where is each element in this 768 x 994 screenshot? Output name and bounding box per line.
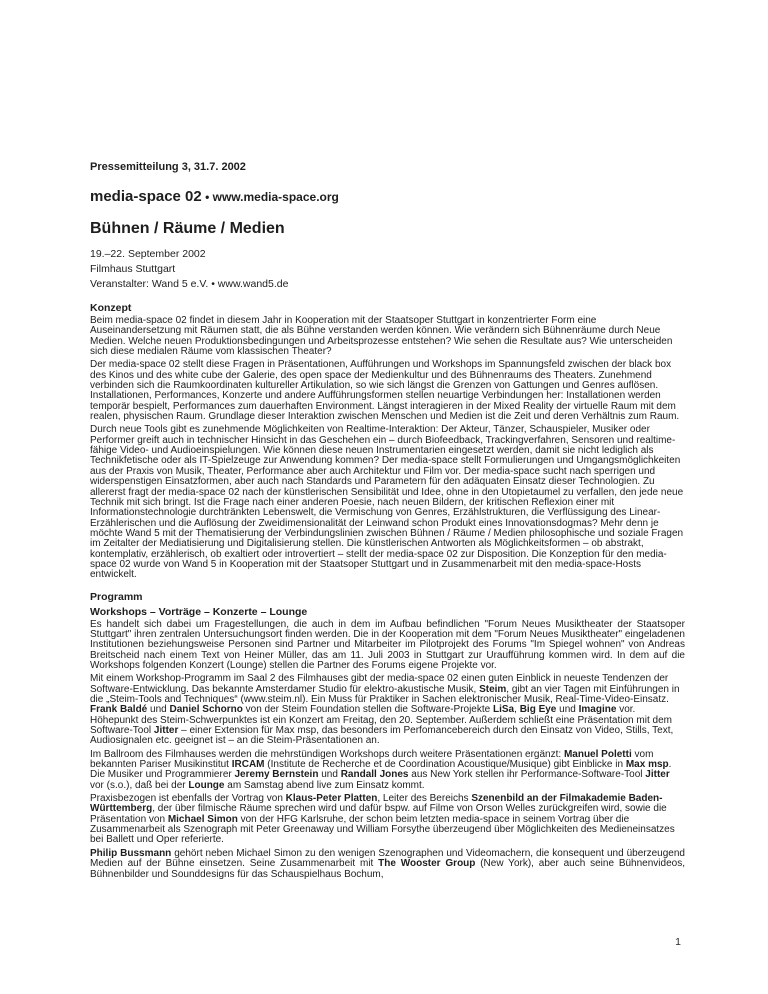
- programm-paragraph-2: Mit einem Workshop-Programm im Saal 2 des Filmhauses gibt der media-space 02 einen guten Einblick in neueste Tendenzen der Software-Entwicklung. Das bekannte Amsterdamer Studio für elektro-akustische Musik, Steim, gibt an vier Tagen mit Einführungen in die „Steim-Tools and Techniques“ (www.steim.nl). Ein Muss für Praktiker in Sachen elektronischer Musik, Real-Time-Video-Einsatz. Frank Baldé und Daniel Schorno von der Steim Foundation stellen die Software-Projekte LiSa, Big Eye und Imagine vor. Höhepunkt des Steim-Schwerpunktes ist ein Konzert am Freitag, den 20. September. Außerdem schließt eine Präsentation mit dem Software-Tool Jitter – einer Extension für Max msp, das besonders im Perfomancebereich durch den Einsatz von Video, Stills, Text, Audiosignalen etc. geeignet ist – an die Steim-Präsentationen an.: [90, 673, 680, 747]
- title-text: media-space 02: [90, 188, 202, 205]
- konzept-paragraph-3: Durch neue Tools gibt es zunehmende Möglichkeiten von Realtime-Interaktion: Der Akteur, Tänzer, Schauspieler, Musiker oder Performer greift auch in technischer Hinsicht in das Geschehen ein – durch Biofeedback, Trackingverfahren, Sensoren und realtime-fähige Video- und Audioeinspielungen. Wie können diese neuen Instrumentarien eingesetzt werden, damit sie nicht lediglich als Technikfetische oder als IT-Spielzeuge zur Anwendung kommen? Der media-space stellt Formulierungen und Umgangsmöglichkeiten aus der Praxis von Musik, Theater, Performance aber auch Architektur und Film vor. Der media-space sucht nach sperrigen und widerspenstigen Einsatzformen, aber auch nach Standards und Parametern für den adäquaten Einsatz dieser Technologien. Zu allererst fragt der media-space 02 nach der künstlerischen Sensibilität und Idee, ohne in den Utopietaumel zu verfallen, den jede neue Technik mit sich bringt. Ist die Frage nach einer anderen Poesie, nach neuen Bildern, der kritischen Reflexion einer mit Informationstechnologie durchtränkten Lebenswelt, die Vermischung von Genres, Erzählstrukturen, die Verflüssigung des Linear-Erzählerischen und die Auflösung der Zweidimensionalität der Leinwand schon Produkt eines Innovationsdogmas? Mehr denn je möchte Wand 5 mit der Thematisierung der Verbindungslinien zwischen Bühnen / Räume / Medien philosophische und soziale Fragen im Zeitalter der Mediatisierung und Digitalisierung stellen. Die künstlerischen Antworten als Möglichkeitsformen – ob abstrakt, kontemplativ, erzählerisch, ob exaltiert oder introvertiert – stellt der media-space 02 zur Disposition. Die Konzeption für den media-space 02 wurde von Wand 5 in Kooperation mit der Staatsoper Stuttgart und in Zusammenarbeit mit den media-space-Hosts entwickelt.: [90, 424, 684, 581]
- title-url: • www.media-space.org: [201, 190, 339, 204]
- event-venue: Filmhaus Stuttgart: [90, 263, 176, 275]
- konzept-paragraph-1: Beim media-space 02 findet in diesem Jahr in Kooperation mit der Staatsoper Stuttgart in konzentrierter Form eine Auseinandersetzung mit Räumen statt, die als Bühne verstanden werden können. Wie verändern sich Bühnenräume durch Neue Medien. Welche neuen Produktionsbedingungen und Arbeitsprozesse entstehen? Wie sehen die Resultate aus? Wie unterscheiden sich diese medialen Räume vom klassischen Theater?: [90, 315, 673, 358]
- document-title: [90, 188, 685, 206]
- section-heading-programm: Programm: [90, 590, 143, 603]
- programm-paragraph-4: Praxisbezogen ist ebenfalls der Vortrag von Klaus-Peter Platten, Leiter des Bereichs Szenenbild an der Filmakademie Baden-Württemberg, der über filmische Räume sprechen wird und dafür bspw. auf Filme von Orson Welles zurückgreifen wird, sowie die Präsentation von Michael Simon von der HFG Karlsruhe, der schon beim letzten media-space in seinem Vortrag über die Zusammenarbeit als Szenograph mit Peter Greenaway und William Forsythe überzeugend über Möglichkeiten des Medieneinsatzes bei Ballett und Oper referierte.: [90, 793, 675, 846]
- konzept-paragraph-2: Der media-space 02 stellt diese Fragen in Präsentationen, Aufführungen und Workshops im Spannungsfeld zwischen der black box des Kinos und des white cube der Galerie, des open space der Medienkultur und des Bühnenraums des Theaters. Zunehmend verbinden sich die Raumkoordinaten kultureller Artikulation, so wie sich längst die Grenzen von Gattungen und Genres auflösen. Installationen, Performances, Konzerte und andere Aufführungsformen stellen neuartige Verbindungen her: Installationen werden temporär bespielt, Performances zum dauerhaften Environment. Längst interagieren in der Mixed Reality der virtuelle Raum mit dem realen, physischen Raum. Grundlage dieser Interaktion zwischen Menschen und Medien ist die Zeit und deren Verhältnis zum Raum.: [90, 359, 680, 423]
- programm-paragraph-3: Im Ballroom des Filmhauses werden die mehrstündigen Workshops durch weitere Präsentationen ergänzt: Manuel Poletti vom bekannten Pariser Musikinstitut IRCAM (Institute de Recherche et de Coordination Acoustique/Musique) gibt Einblicke in Max msp. Die Musiker und Programmierer Jeremy Bernstein und Randall Jones aus New York stellen ihr Performance-Software-Tool Jitter vor (s.o.), daß bei der Lounge am Samstag abend live zum Einsatz kommt.: [90, 748, 672, 791]
- section-konzept: [90, 302, 685, 581]
- programm-subheading: Workshops – Vorträge – Konzerte – Lounge: [90, 605, 308, 618]
- page-number: 1: [675, 936, 681, 948]
- programm-paragraph-5: Philip Bussmann gehört neben Michael Simon zu den wenigen Szenographen und Videomachern, die konsequent und überzeugend Medien auf der Bühne einsetzen. Seine Zusammenarbeit mit The Wooster Group (New York), aber auch seine Bühnenvideos, Bühnenbilder und Sounddesigns für das Schauspielhaus Bochum,: [90, 847, 685, 880]
- programm-paragraph-1: Es handelt sich dabei um Fragestellungen, die auch in dem im Aufbau befindlichen "Forum Neues Musiktheater der Staatsoper Stuttgart" ihren zentralen Untersuchungsort finden werden. Die in der Kooperation mit dem "Forum Neues Musiktheater" eingeladenen Institutionen beziehungsweise Personen sind Partner und Mitarbeiter im Pilotprojekt des Forums "Im Spiegel wohnen" von Andreas Breitscheid nach einem Text von Heiner Müller, das am 11. Juli 2003 in Stuttgart zur Uraufführung kommen wird. In dem auf die Workshops folgenden Konzert (Lounge) stellen die Partner des Forums eigene Projekte vor.: [90, 618, 685, 671]
- event-organizer: Veranstalter: Wand 5 e.V. • www.wand5.de: [90, 278, 289, 290]
- document-subtitle: Bühnen / Räume / Medien: [90, 220, 285, 237]
- section-programm: [90, 591, 685, 880]
- event-date: 19.–22. September 2002: [90, 248, 206, 260]
- section-heading-konzept: Konzept: [90, 302, 132, 314]
- press-release-label: Pressemitteilung 3, 31.7. 2002: [90, 161, 246, 173]
